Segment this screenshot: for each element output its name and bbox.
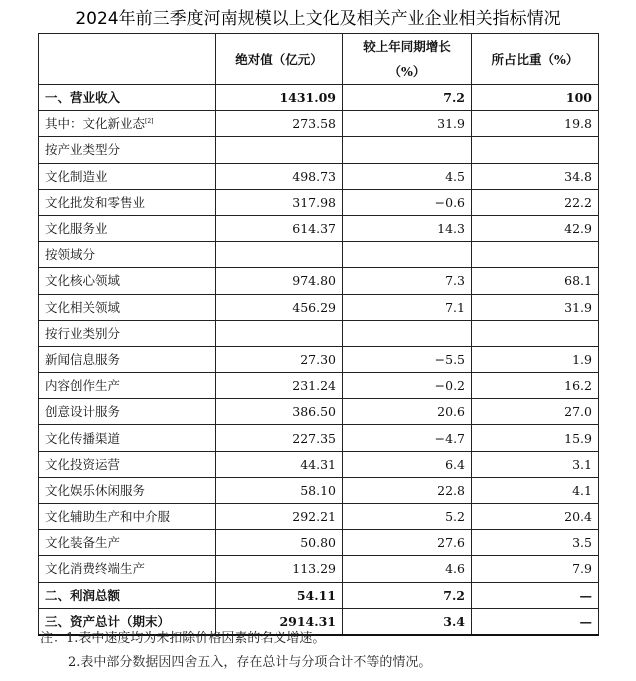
cell-share: 16.2	[472, 373, 599, 399]
cell-value: 2914.31	[216, 608, 343, 635]
table-row	[39, 189, 599, 215]
cell-value: 231.24	[216, 373, 343, 399]
table-title: 2024年前三季度河南规模以上文化及相关产业企业相关指标情况	[75, 9, 561, 29]
cell-share: 22.2	[472, 189, 599, 215]
row-label: 文化制造业	[39, 163, 216, 189]
indicator-table	[38, 33, 599, 636]
table-row	[39, 215, 599, 241]
cell-value: 27.30	[216, 346, 343, 372]
cell-growth: 5.2	[343, 504, 472, 530]
cell-share: 42.9	[472, 215, 599, 241]
cell-empty	[216, 320, 343, 346]
table-row	[39, 373, 599, 399]
header-growth: 较上年同期增长（%）	[343, 34, 472, 85]
cell-growth: 14.3	[343, 215, 472, 241]
cell-growth: −5.5	[343, 346, 472, 372]
cell-value: 974.80	[216, 268, 343, 294]
cell-growth: −0.2	[343, 373, 472, 399]
section-label: 按行业类别分	[39, 320, 216, 346]
row-label: 三、资产总计（期末）	[39, 608, 216, 635]
table-row	[39, 268, 599, 294]
cell-empty	[343, 137, 472, 163]
table-row	[39, 163, 599, 189]
row-label: 二、利润总额	[39, 582, 216, 608]
row-label: 一、营业收入	[39, 85, 216, 111]
cell-share: 3.1	[472, 451, 599, 477]
cell-share: 3.5	[472, 530, 599, 556]
header-absolute: 绝对值（亿元）	[216, 34, 343, 85]
row-label: 文化消费终端生产	[39, 556, 216, 582]
row-label: 新闻信息服务	[39, 346, 216, 372]
cell-growth: 22.8	[343, 477, 472, 503]
row-label: 文化核心领域	[39, 268, 216, 294]
footnote-marker: [2]	[145, 118, 154, 126]
cell-growth: 7.2	[343, 582, 472, 608]
cell-growth: 7.2	[343, 85, 472, 111]
cell-value: 456.29	[216, 294, 343, 320]
cell-value: 50.80	[216, 530, 343, 556]
cell-growth: 3.4	[343, 608, 472, 635]
cell-value: 273.58	[216, 111, 343, 137]
cell-value: 317.98	[216, 189, 343, 215]
cell-share: 4.1	[472, 477, 599, 503]
row-label: 文化辅助生产和中介服	[39, 504, 216, 530]
cell-share: —	[472, 582, 599, 608]
section-label: 按领域分	[39, 242, 216, 268]
cell-empty	[472, 320, 599, 346]
section-row	[39, 320, 599, 346]
header-blank	[39, 34, 216, 85]
cell-share: 31.9	[472, 294, 599, 320]
table-row	[39, 346, 599, 372]
cell-growth: 6.4	[343, 451, 472, 477]
section-row	[39, 137, 599, 163]
cell-value: 614.37	[216, 215, 343, 241]
section-label: 按产业类型分	[39, 137, 216, 163]
table-row	[39, 85, 599, 111]
cell-value: 227.35	[216, 425, 343, 451]
cell-value: 54.11	[216, 582, 343, 608]
row-label: 文化相关领域	[39, 294, 216, 320]
row-label-text: 其中：文化新业态	[45, 116, 146, 132]
row-label: 文化传播渠道	[39, 425, 216, 451]
cell-share: 15.9	[472, 425, 599, 451]
table-row	[39, 477, 599, 503]
table-row	[39, 111, 599, 137]
note-2: 2.表中部分数据因四舍五入，存在总计与分项合计不等的情况。	[68, 655, 432, 670]
row-label: 文化批发和零售业	[39, 189, 216, 215]
row-label	[39, 111, 216, 137]
table-row	[39, 556, 599, 582]
cell-growth: 4.5	[343, 163, 472, 189]
cell-growth: 27.6	[343, 530, 472, 556]
cell-value: 113.29	[216, 556, 343, 582]
table-row	[39, 399, 599, 425]
cell-value: 386.50	[216, 399, 343, 425]
table-row	[39, 425, 599, 451]
cell-share: 19.8	[472, 111, 599, 137]
cell-growth: 4.6	[343, 556, 472, 582]
cell-value: 1431.09	[216, 85, 343, 111]
header-row	[39, 34, 599, 85]
cell-share: 7.9	[472, 556, 599, 582]
cell-share: 1.9	[472, 346, 599, 372]
cell-empty	[472, 242, 599, 268]
cell-growth: −0.6	[343, 189, 472, 215]
table-notes	[40, 627, 431, 675]
cell-growth: 7.1	[343, 294, 472, 320]
note-1: 注：1.表中速度均为未扣除价格因素的名义增速。	[40, 631, 326, 646]
table-row	[39, 294, 599, 320]
cell-growth: 20.6	[343, 399, 472, 425]
cell-empty	[216, 137, 343, 163]
cell-growth: 7.3	[343, 268, 472, 294]
cell-share: 100	[472, 85, 599, 111]
row-label: 文化娱乐休闲服务	[39, 477, 216, 503]
cell-share: 20.4	[472, 504, 599, 530]
row-label: 创意设计服务	[39, 399, 216, 425]
table-row	[39, 530, 599, 556]
row-label: 文化投资运营	[39, 451, 216, 477]
row-label: 文化装备生产	[39, 530, 216, 556]
cell-value: 44.31	[216, 451, 343, 477]
cell-value: 498.73	[216, 163, 343, 189]
cell-empty	[216, 242, 343, 268]
table-row	[39, 582, 599, 608]
cell-share: 27.0	[472, 399, 599, 425]
row-label: 文化服务业	[39, 215, 216, 241]
cell-empty	[343, 320, 472, 346]
table-row	[39, 504, 599, 530]
row-label: 内容创作生产	[39, 373, 216, 399]
header-share: 所占比重（%）	[472, 34, 599, 85]
cell-empty	[472, 137, 599, 163]
cell-share: 34.8	[472, 163, 599, 189]
cell-share: —	[472, 608, 599, 635]
table-row	[39, 451, 599, 477]
cell-value: 292.21	[216, 504, 343, 530]
cell-empty	[343, 242, 472, 268]
cell-value: 58.10	[216, 477, 343, 503]
cell-growth: −4.7	[343, 425, 472, 451]
cell-share: 68.1	[472, 268, 599, 294]
cell-growth: 31.9	[343, 111, 472, 137]
section-row	[39, 242, 599, 268]
